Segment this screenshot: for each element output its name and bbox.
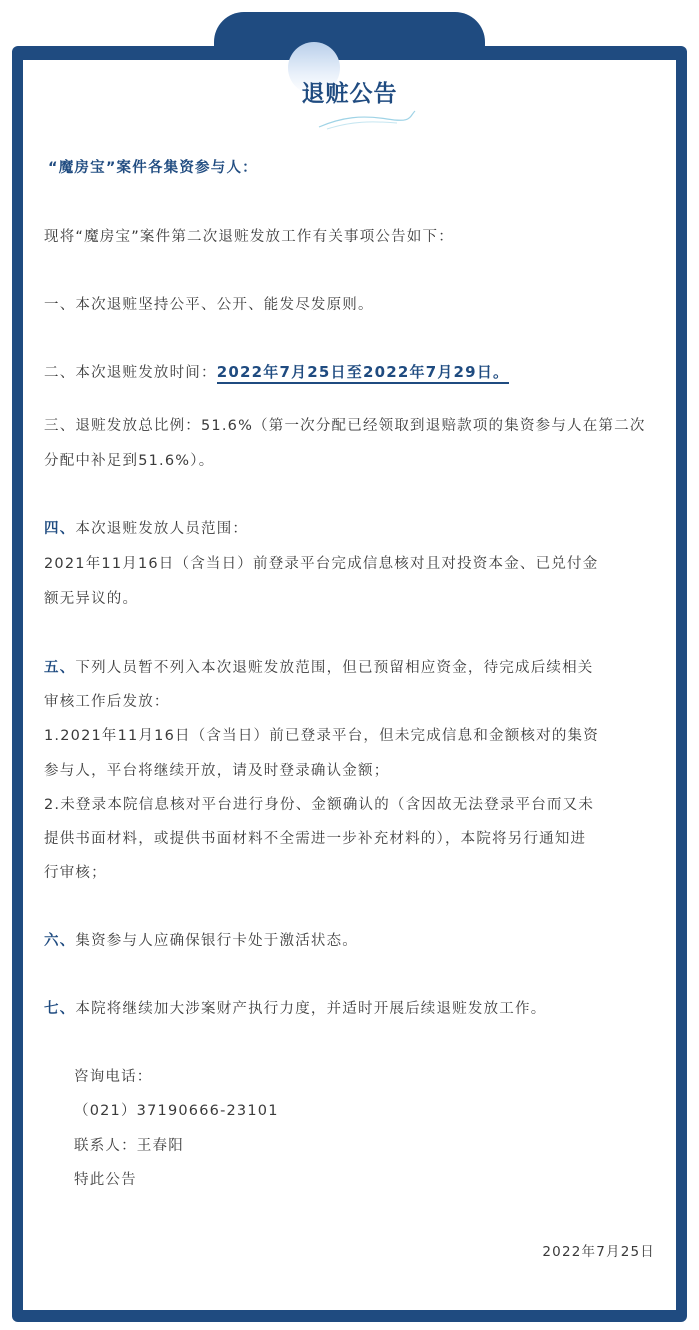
- item-five-line3: 1.2021年11月16日（含当日）前已登录平台，但未完成信息和金额核对的集资: [44, 728, 599, 744]
- item-two-dates: 2022年7月25日至2022年7月29日。: [217, 363, 510, 384]
- item-four: [44, 517, 248, 538]
- page-title: 退赃公告: [301, 81, 398, 107]
- item-five-line2: 审核工作后发放：: [44, 694, 170, 710]
- item-two: [44, 361, 509, 382]
- item-six: [44, 929, 358, 950]
- content-panel: [23, 60, 676, 1310]
- item-five-text: 下列人员暂不列入本次退赃发放范围，但已预留相应资金，待完成后续相关: [75, 660, 594, 676]
- contact-person: 联系人：王春阳: [74, 1138, 184, 1154]
- salutation: “魔房宝”案件各集资参与人：: [48, 160, 258, 176]
- item-three-line2: 分配中补足到51.6%）。: [44, 453, 215, 469]
- item-four-number: 四、: [44, 521, 76, 537]
- intro-paragraph: 现将“魔房宝”案件第二次退赃发放工作有关事项公告如下：: [44, 229, 454, 245]
- contact-label: 咨询电话：: [74, 1069, 153, 1085]
- item-seven-text: 本院将继续加大涉案财产执行力度，并适时开展后续退赃发放工作。: [75, 1001, 547, 1017]
- item-five-line4: 参与人，平台将继续开放，请及时登录确认金额；: [44, 763, 390, 779]
- closing-text: 特此公告: [74, 1172, 137, 1188]
- item-five: [44, 656, 594, 677]
- item-five-number: 五、: [44, 660, 76, 676]
- wave-decoration: [317, 109, 417, 131]
- item-three-line1: 三、退赃发放总比例：51.6%（第一次分配已经领取到退赔款项的集资参与人在第二次: [44, 418, 646, 434]
- contact-phone: （021）37190666-23101: [74, 1103, 279, 1119]
- item-five-line7: 行审核；: [44, 865, 107, 881]
- item-four-line2: 2021年11月16日（含当日）前登录平台完成信息核对且对投资本金、已兑付金: [44, 556, 599, 572]
- item-two-prefix: 二、本次退赃发放时间：: [44, 365, 217, 381]
- item-six-text: 集资参与人应确保银行卡处于激活状态。: [75, 933, 359, 949]
- item-six-number: 六、: [44, 933, 76, 949]
- item-seven: [44, 997, 546, 1018]
- item-four-line3: 额无异议的。: [44, 591, 139, 607]
- item-seven-number: 七、: [44, 1001, 76, 1017]
- item-five-line6: 提供书面材料，或提供书面材料不全需进一步补充材料的），本院将另行通知进: [44, 831, 587, 847]
- item-four-text: 本次退赃发放人员范围：: [75, 521, 249, 537]
- item-five-line5: 2.未登录本院信息核对平台进行身份、金额确认的（含因故无法登录平台而又未: [44, 797, 595, 813]
- notice-date: 2022年7月25日: [542, 1244, 655, 1260]
- item-one: 一、本次退赃坚持公平、公开、能发尽发原则。: [44, 297, 374, 313]
